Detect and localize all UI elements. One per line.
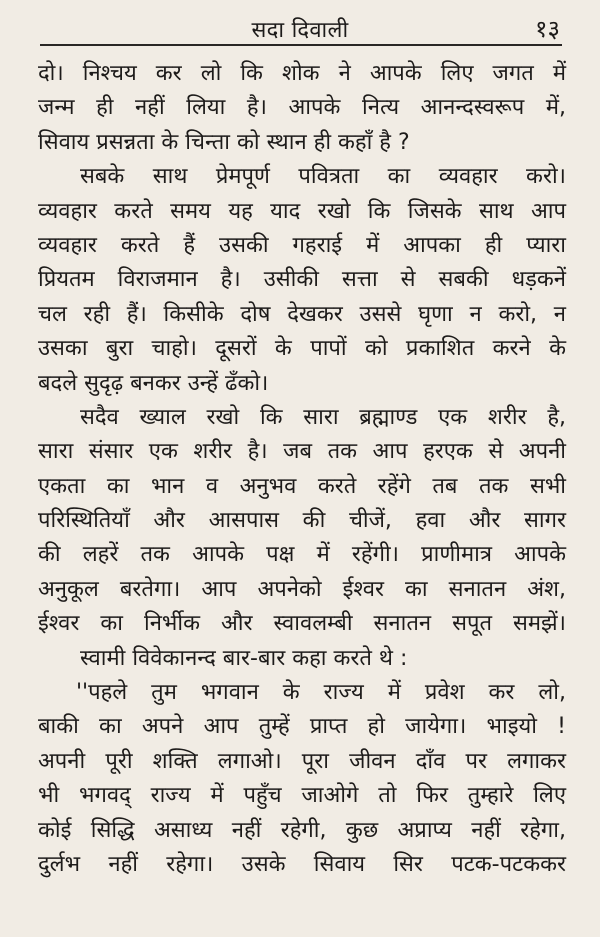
text-line: सिवाय प्रसन्नता के चिन्ता को स्थान ही कहाँ है ? [38, 129, 410, 155]
text-line: सदैव ख्याल रखो कि सारा ब्रह्माण्ड एक शरीर है, [80, 404, 566, 430]
text-line: प्रियतम विराजमान है। उसीकी सत्ता से सबकी धड़कनें [38, 267, 566, 293]
text-line: भी भगवद् राज्य में पहुँच जाओगे तो फिर तुम्हारे लिए [38, 783, 566, 809]
text-line: स्वामी विवेकानन्द बार-बार कहा करते थे : [80, 645, 408, 671]
header-rule [40, 44, 562, 46]
text-line: अपनी पूरी शक्ति लगाओ। पूरा जीवन दाँव पर लगाकर [38, 748, 566, 774]
text-line: अनुकूल बरतेगा। आप अपनेको ईश्वर का सनातन अंश, [38, 576, 566, 602]
paragraph [38, 401, 566, 642]
text-line: एकता का भान व अनुभव करते रहेंगे तब तक सभी [38, 473, 566, 499]
text-line: बाकी का अपने आप तुम्हें प्राप्त हो जायेगा। भाइयो ! [38, 714, 566, 740]
text-line: बदले सुदृढ़ बनकर उन्हें ढँको। [38, 370, 269, 396]
text-line: परिस्थितियाँ और आसपास की चीजें, हवा और सागर [38, 508, 566, 534]
text-line: व्यवहार करते हैं उसकी गहराई में आपका ही प्यारा [38, 232, 566, 258]
body-text [38, 57, 566, 882]
text-line: सारा संसार एक शरीर है। जब तक आप हरएक से अपनी [38, 439, 566, 465]
paragraph [38, 160, 566, 401]
paragraph [38, 642, 566, 676]
text-line: जन्म ही नहीं लिया है। आपके नित्य आनन्दस्वरूप में, [38, 95, 566, 121]
text-line: उसका बुरा चाहो। दूसरों के पापों को प्रकाशित करने के [38, 336, 566, 362]
running-header [0, 0, 600, 42]
quotation [38, 676, 566, 882]
text-line: ''पहले तुम भगवान के राज्य में प्रवेश कर लो, [76, 680, 566, 706]
text-line: सबके साथ प्रेमपूर्ण पवित्रता का व्यवहार करो। [80, 164, 566, 190]
page-number: १३ [535, 15, 560, 43]
text-line: दो। निश्चय कर लो कि शोक ने आपके लिए जगत में [38, 61, 566, 86]
text-line: ईश्वर का निर्भीक और स्वावलम्बी सनातन सपूत समझें। [38, 611, 566, 637]
text-line: कोई सिद्धि असाध्य नहीं रहेगी, कुछ अप्राप्य नहीं रहेगा, [38, 817, 566, 843]
running-title: सदा दिवाली [251, 18, 349, 43]
text-line: व्यवहार करते समय यह याद रखो कि जिसके साथ आप [38, 198, 566, 224]
text-line: चल रही हैं। किसीके दोष देखकर उससे घृणा न करो, न [38, 301, 566, 327]
paragraph [38, 57, 566, 160]
text-line: दुर्लभ नहीं रहेगा। उसके सिवाय सिर पटक-पटककर [38, 851, 566, 877]
text-line: की लहरें तक आपके पक्ष में रहेंगी। प्राणीमात्र आपके [38, 542, 566, 568]
